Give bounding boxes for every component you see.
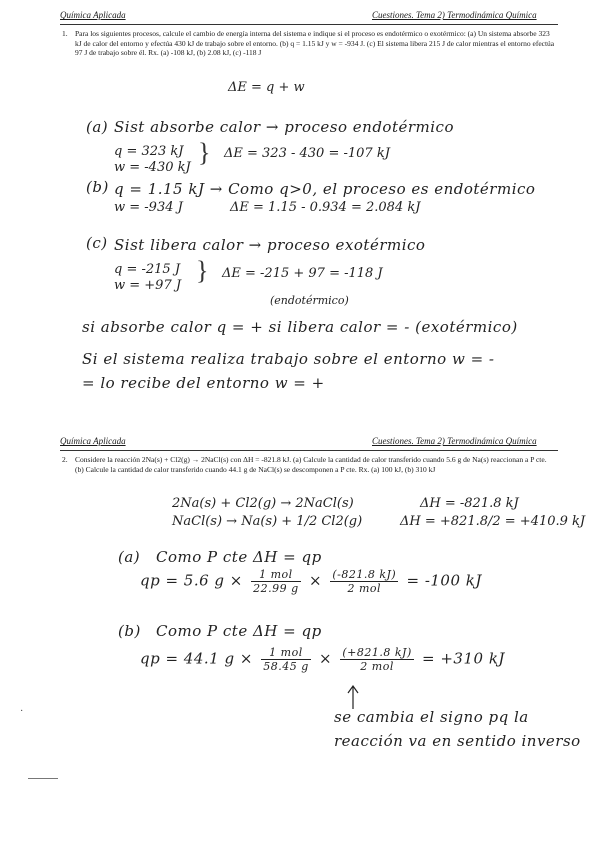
p1-c-result: ΔE = -215 + 97 = -118 J [222,266,383,281]
p1-note-line1: si absorbe calor q = + si libera calor = - (exotérmico) [82,318,518,336]
page2-header-left: Química Aplicada [60,436,126,446]
p1-b-text: q = 1.15 kJ → Como q>0, el proceso es endotérmico [114,180,536,198]
page2-problem-text: Considere la reacción 2Na(s) + Cl2(g) → 2NaCl(s) con ΔH = -821.8 kJ. (a) Calcule la cantidad de calor transferido cuando 5.6 g de Na(s) reaccionan a P cte. (b) Calcule la cantidad de calor transferido cuando 44.1 g de NaCl(s) se descomponen a P cte. Rx. (a) 100 kJ, (b) 310 kJ [75,455,547,474]
p2-a-times: × [308,571,323,590]
p2-a-text: Como P cte ΔH = qp [156,548,322,566]
p2-a-frac2 [330,568,398,595]
p2-note-line2: reacción va en sentido inverso [334,732,581,750]
p1-b-w: w = -934 J [114,200,183,215]
p1-note-line2: Si el sistema realiza trabajo sobre el entorno w = - [82,350,495,368]
p1-c-text: Sist libera calor → proceso exotérmico [114,236,426,254]
p2-a-result: = -100 kJ [406,571,482,590]
page1-header-right: Cuestiones. Tema 2) Termodinámica Química [372,10,537,20]
p2-b-frac2-num: (+821.8 kJ) [342,646,412,659]
p2-eq1-dh: ΔH = -821.8 kJ [420,496,519,511]
p1-a-result: ΔE = 323 - 430 = -107 kJ [224,146,390,161]
p2-a-calc [140,568,482,595]
p2-eq2-dh: ΔH = +821.8/2 = +410.9 kJ [400,514,586,529]
p1-eq-main: ΔE = q + w [228,80,305,95]
page2-header-rule [60,450,558,451]
scan-mark: · [20,706,24,717]
p1-a-label: (a) [86,118,109,136]
p2-a-frac2-den: 2 mol [347,582,382,595]
p2-a-label: (a) [118,548,141,566]
p2-eq2: NaCl(s) → Na(s) + 1/2 Cl2(g) [172,514,363,529]
p1-a-q: q = 323 kJ [114,144,184,159]
p1-note-line3: = lo recibe del entorno w = + [82,374,325,392]
p1-c-w: w = +97 J [114,278,182,293]
p2-a-frac2-num: (-821.8 kJ) [332,568,397,581]
p2-b-calc [140,646,505,673]
page1-problem-number: 1. [62,29,68,38]
p1-a-brace: } [198,138,211,167]
p2-b-frac1-num: 1 mol [261,646,311,660]
p2-a-frac1-num: 1 mol [251,568,301,582]
p2-b-frac2 [340,646,413,673]
p2-b-calc-lead: qp = 44.1 g × [140,649,253,668]
scan-line [28,778,58,779]
p2-eq1: 2Na(s) + Cl2(g) → 2NaCl(s) [172,496,354,511]
p1-b-result: ΔE = 1.15 - 0.934 = 2.084 kJ [230,200,421,215]
p1-c-q: q = -215 J [114,262,181,277]
p1-a-w: w = -430 kJ [114,160,191,175]
p2-a-frac1-den: 22.99 g [253,582,299,595]
p2-b-label: (b) [118,622,141,640]
page2-header-right: Cuestiones. Tema 2) Termodinámica Química [372,436,537,446]
page1-problem-text: Para los siguientes procesos, calcule el cambio de energía interna del sistema e indique si el proceso es endotérmico o exotérmico: (a) Un sistema absorbe 323 kJ de calor del entorno y efectúa 430 kJ de trabajo sobre el entorno. (b) q = 1.15 kJ y w = -934 J. (c) El sistema libera 215 J de calor mientras el entorno efectúa 97 J de trabajo sobre él. Rx. (a) -108 kJ, (b) 2.08 kJ, (c) -118 J [75,29,555,57]
p2-b-result: = +310 kJ [422,649,505,668]
page2-problem-number: 2. [62,455,68,464]
p1-note-endo: (endotérmico) [270,294,349,307]
p2-note-line1: se cambia el signo pq la [334,708,529,726]
p1-a-text: Sist absorbe calor → proceso endotérmico [114,118,454,136]
p2-b-frac2-den: 2 mol [360,660,394,673]
page1-header-left: Química Aplicada [60,10,126,20]
p2-b-frac1 [261,646,311,673]
p2-b-times: × [319,649,333,668]
p2-a-frac1 [251,568,301,595]
p2-a-calc-lead: qp = 5.6 g × [140,571,243,590]
p1-c-label: (c) [86,234,108,252]
p2-b-text: Como P cte ΔH = qp [156,622,322,640]
p2-b-frac1-den: 58.45 g [263,660,309,673]
up-arrow-icon [346,684,360,710]
p1-c-brace: } [196,256,209,285]
page1-header-rule [60,24,558,25]
p1-b-label: (b) [86,178,109,196]
